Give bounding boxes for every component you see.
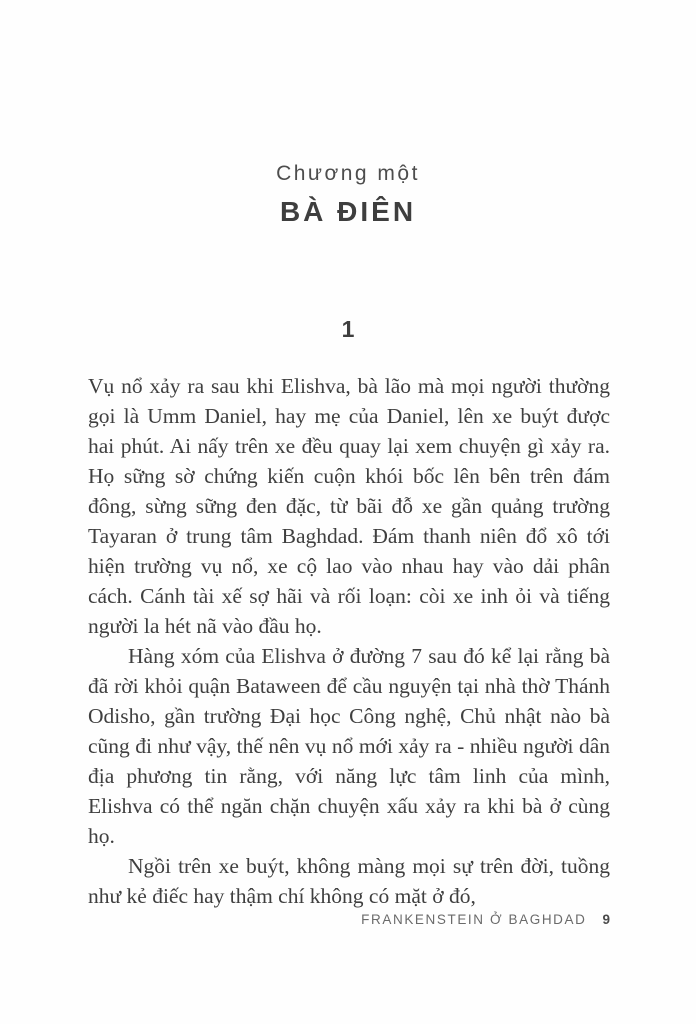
paragraph: Hàng xóm của Elishva ở đường 7 sau đó kể lại rằng bà đã rời khỏi quận Bataween để cầu nguyện tại nhà thờ Thánh Odisho, gần trường Đại học Công nghệ, Chủ nhật nào bà cũng đi như vậy, thế nên vụ nổ mới xảy ra - nhiều người dân địa phương tin rằng, với năng lực tâm linh của mình, Elishva có thể ngăn chặn chuyện xấu xảy ra khi bà ở cùng họ. [88,644,610,848]
paragraph: Vụ nổ xảy ra sau khi Elishva, bà lão mà mọi người thường gọi là Umm Daniel, hay mẹ của Daniel, lên xe buýt được hai phút. Ai nấy trên xe đều quay lại xem chuyện gì xảy ra. Họ sững sờ chứng kiến cuộn khói bốc lên bên trên đám đông, sừng sững đen đặc, từ bãi đỗ xe gần quảng trường Tayaran ở trung tâm Baghdad. Đám thanh niên đổ xô tới hiện trường vụ nổ, xe cộ lao vào nhau hay vào dải phân cách. Cánh tài xế sợ hãi và rối loạn: còi xe inh ỏi và tiếng người la hét nã vào đầu họ. [88,374,610,638]
body-text [88,371,610,911]
page-number: 9 [602,912,610,927]
chapter-label: Chương một [276,162,420,185]
paragraph: Ngồi trên xe buýt, không màng mọi sự trên đời, tuồng như kẻ điếc hay thậm chí không có mặt ở đó, [88,854,610,908]
chapter-title: BÀ ĐIÊN [279,196,417,227]
running-title: FRANKENSTEIN Ở BAGHDAD [361,912,587,927]
section-number: 1 [341,316,355,342]
page-footer [88,912,610,927]
